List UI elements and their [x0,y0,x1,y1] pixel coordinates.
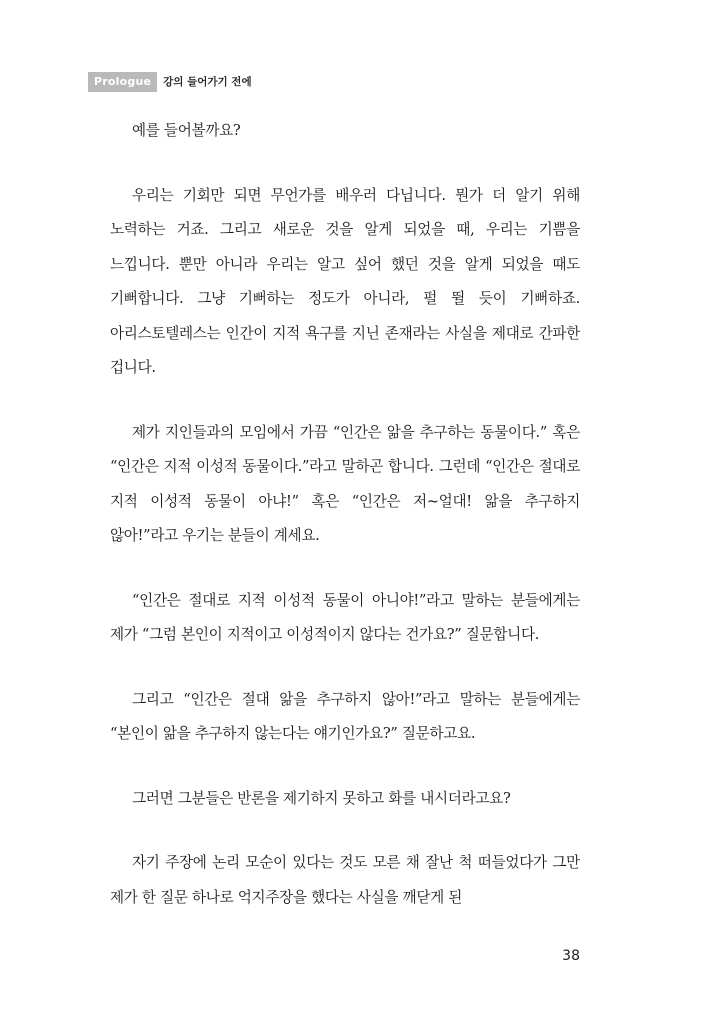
running-header [88,72,252,92]
paragraph: 그러면 그분들은 반론을 제기하지 못하고 화를 내시더라고요? [132,789,511,807]
section-badge: Prologue [88,72,157,92]
paragraph: 제가 지인들과의 모임에서 가끔 “인간은 앎을 추구하는 동물이다.” 혹은 “인간은 지적 이성적 동물이다.”라고 말하곤 합니다. 그런데 “인간은 절대로 지적 이성적 동물이 아냐!” 혹은 “인간은 저~얼대! 앎을 추구하지 않아!”라고 우기는 분들이 계세요. [110,423,580,544]
paragraph: 우리는 기회만 되면 무언가를 배우러 다닙니다. 뭔가 더 알기 위해 노력하는 거죠. 그리고 새로운 것을 알게 되었을 때, 우리는 기쁨을 느낍니다. 뿐만 아니라 우리는 알고 싶어 했던 것을 알게 되었을 때도 기뻐합니다. 그냥 기뻐하는 정도가 아니라, 펄 뛸 듯이 기뻐하죠. 아리스토텔레스는 인간이 지적 욕구를 지닌 존재라는 사실을 제대로 간파한 겁니다. [110,186,580,376]
paragraph: “인간은 절대로 지적 이성적 동물이 아니야!”라고 말하는 분들에게는 제가 “그럼 본인이 지적이고 이성적이지 않다는 건가요?” 질문합니다. [110,591,580,643]
chapter-title: 강의 들어가기 전에 [163,75,252,88]
paragraph: 그리고 “인간은 절대 앎을 추구하지 않아!”라고 말하는 분들에게는 “본인이 앎을 추구하지 않는다는 얘기인가요?” 질문하고요. [110,690,580,742]
body-text [110,114,580,915]
paragraph: 예를 들어볼까요? [132,122,241,139]
paragraph: 자기 주장에 논리 모순이 있다는 것도 모른 채 잘난 척 떠들었다가 그만 제가 한 질문 하나로 억지주장을 했다는 사실을 깨닫게 된 [110,854,580,906]
page-number: 38 [562,948,580,964]
